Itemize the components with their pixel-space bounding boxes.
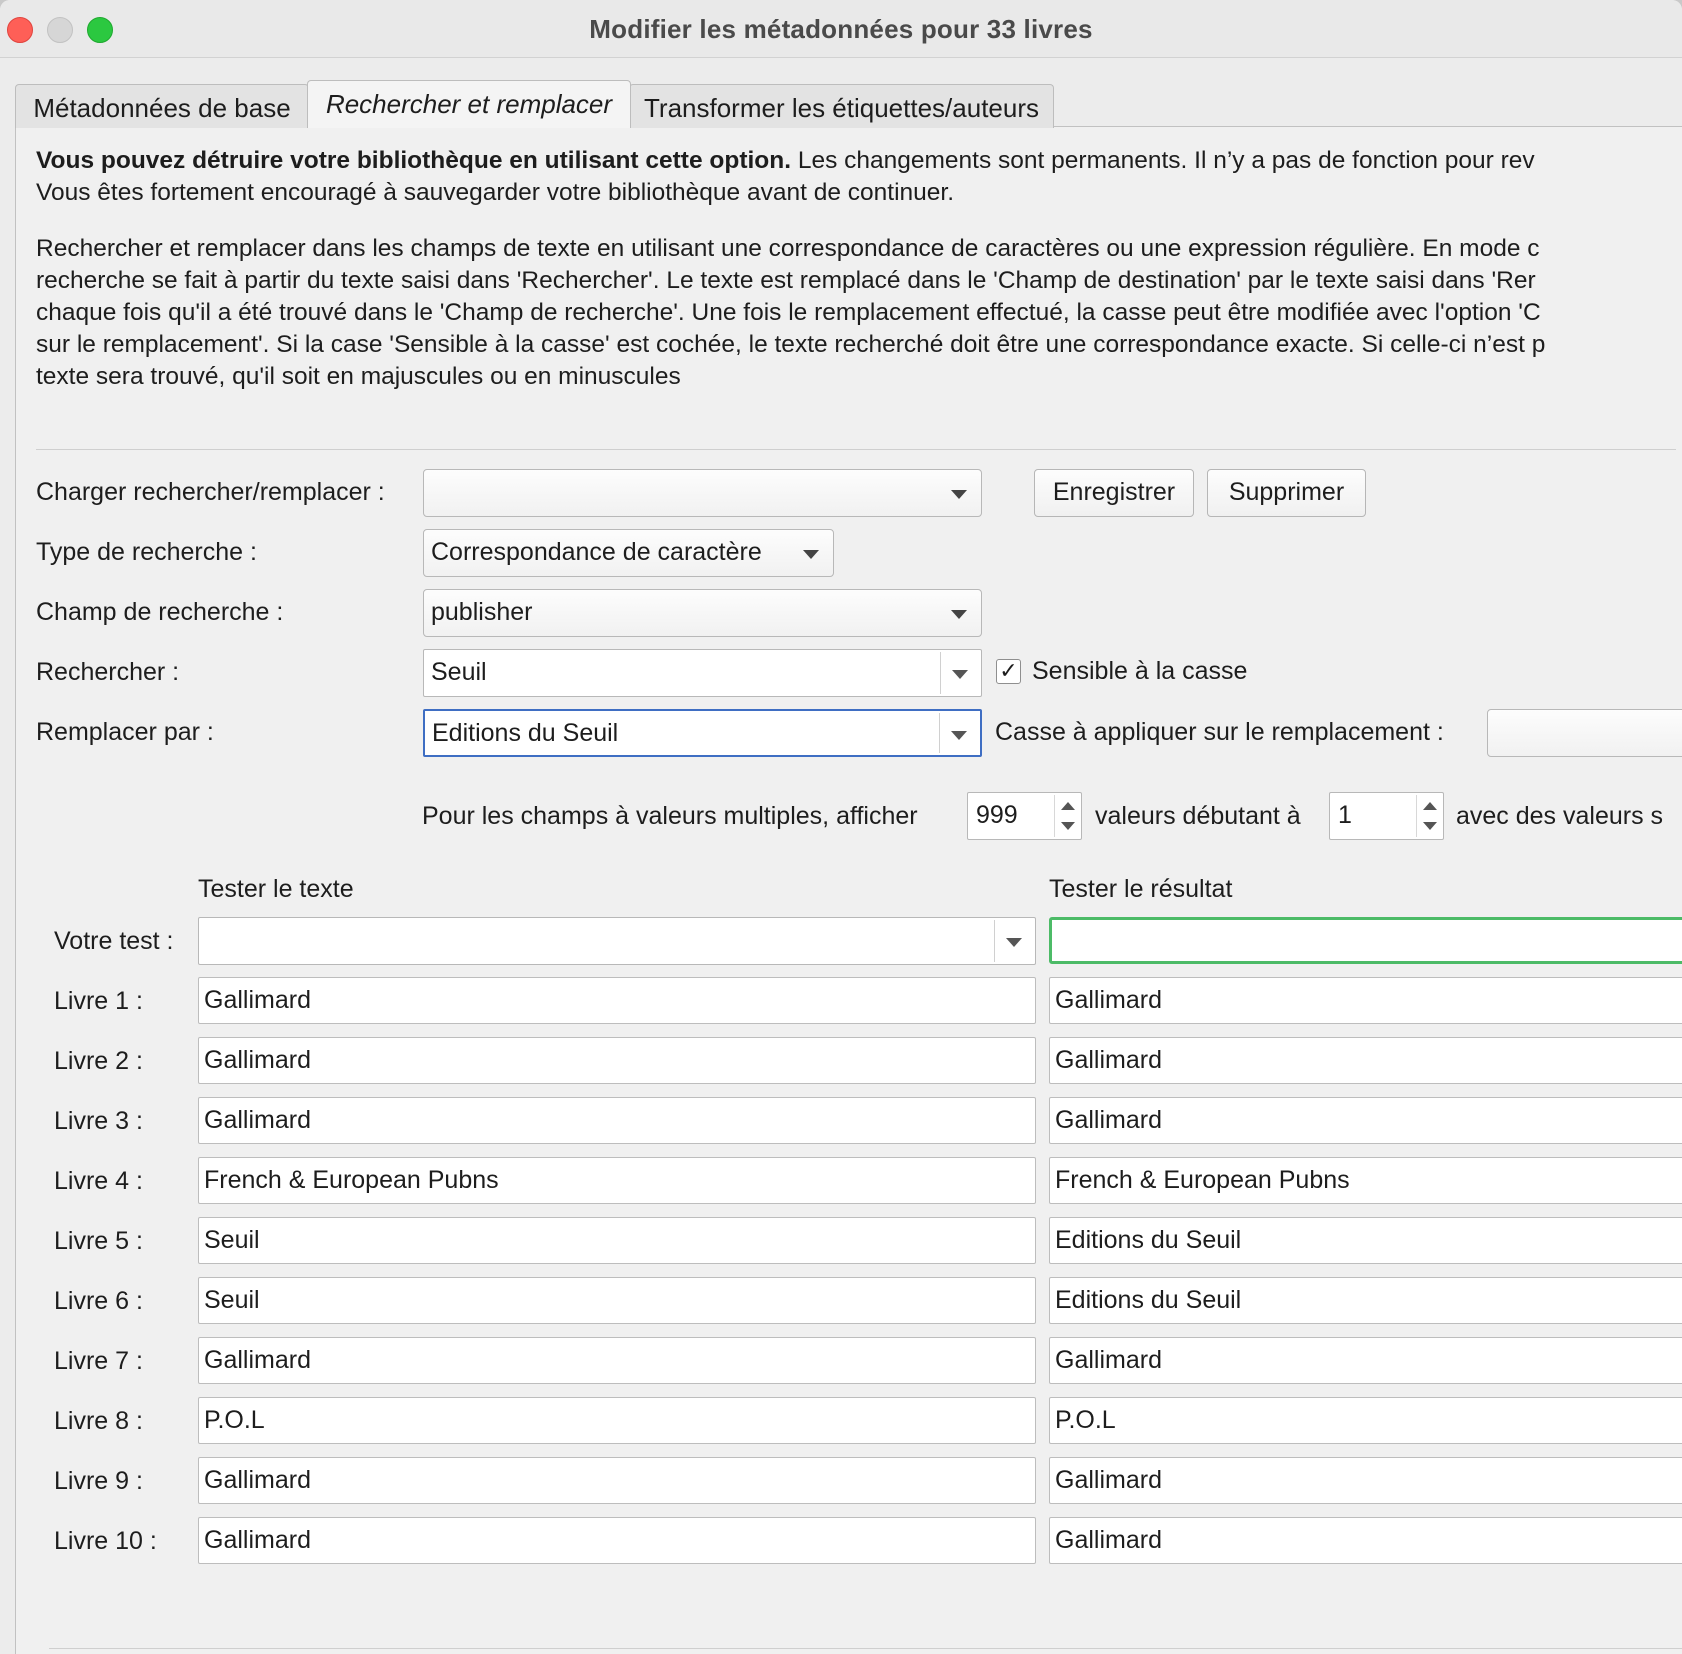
book-label: Livre 4 :	[54, 1167, 143, 1195]
book-test-text[interactable]: Gallimard	[198, 1337, 1036, 1384]
spinner-divider	[1416, 795, 1417, 837]
book-label: Livre 5 :	[54, 1227, 143, 1255]
tab-search-replace[interactable]: Rechercher et remplacer	[307, 80, 631, 128]
book-test-result[interactable]: Gallimard	[1049, 1037, 1682, 1084]
replace-label: Remplacer par :	[36, 718, 214, 746]
warning-bold: Vous pouvez détruire votre bibliothèque en utilisant cette option.	[36, 147, 792, 174]
description-line: texte sera trouvé, qu'il soit en majuscules ou en minuscules	[36, 363, 681, 390]
description-line: recherche se fait à partir du texte saisi dans 'Rechercher'. Le texte est remplacé dans le 'Champ de destination' par le texte saisi dans 'Rer	[36, 267, 1536, 294]
combo-divider	[940, 652, 941, 694]
chevron-down-icon	[803, 550, 819, 559]
book-test-text[interactable]: Gallimard	[198, 1037, 1036, 1084]
book-label: Livre 7 :	[54, 1347, 143, 1375]
save-button[interactable]: Enregistrer	[1034, 469, 1194, 517]
spinner-down-icon[interactable]	[1061, 822, 1075, 830]
chevron-down-icon[interactable]	[952, 670, 968, 679]
book-label: Livre 10 :	[54, 1527, 157, 1555]
delete-button[interactable]: Supprimer	[1207, 469, 1366, 517]
search-type-value: Correspondance de caractère	[431, 538, 762, 566]
warning-line2: Vous êtes fortement encouragé à sauvegarder votre bibliothèque avant de continuer.	[36, 179, 955, 206]
book-test-result[interactable]: French & European Pubns	[1049, 1157, 1682, 1204]
spinner-up-icon[interactable]	[1423, 802, 1437, 810]
chevron-down-icon	[951, 490, 967, 499]
multi-value-start-spinner[interactable]	[1329, 792, 1444, 840]
book-test-text[interactable]: Seuil	[198, 1217, 1036, 1264]
book-test-result[interactable]: Editions du Seuil	[1049, 1277, 1682, 1324]
book-test-text[interactable]: Gallimard	[198, 1457, 1036, 1504]
spinner-divider	[1054, 795, 1055, 837]
tab-basic-metadata[interactable]: Métadonnées de base	[15, 84, 309, 128]
description-line: chaque fois qu'il a été trouvé dans le 'Champ de recherche'. Une fois le remplacement effectué, la casse peut être modifiée avec l'option 'C	[36, 299, 1541, 326]
warning-rest: Les changements sont permanents. Il n’y a pas de fonction pour rev	[791, 147, 1535, 174]
search-type-label: Type de recherche :	[36, 538, 257, 566]
spinner-down-icon[interactable]	[1423, 822, 1437, 830]
book-test-text[interactable]: Seuil	[198, 1277, 1036, 1324]
window-title: Modifier les métadonnées pour 33 livres	[589, 14, 1093, 44]
spinner-up-icon[interactable]	[1061, 802, 1075, 810]
multi-value-count-spinner[interactable]	[967, 792, 1082, 840]
book-label: Livre 1 :	[54, 987, 143, 1015]
combo-divider	[939, 713, 940, 753]
search-input-value: Seuil	[431, 658, 487, 686]
book-test-result[interactable]: P.O.L	[1049, 1397, 1682, 1444]
test-result-header: Tester le résultat	[1049, 875, 1233, 903]
multi-value-suffix-label: avec des valeurs s	[1456, 802, 1664, 830]
book-test-result[interactable]: Gallimard	[1049, 1097, 1682, 1144]
case-sensitive-label[interactable]: Sensible à la casse	[1032, 657, 1248, 685]
your-test-input[interactable]	[198, 917, 1036, 965]
book-test-text[interactable]: Gallimard	[198, 977, 1036, 1024]
book-test-result[interactable]: Gallimard	[1049, 1337, 1682, 1384]
title-bar	[0, 0, 1682, 58]
book-label: Livre 6 :	[54, 1287, 143, 1315]
load-label: Charger rechercher/remplacer :	[36, 478, 385, 506]
bottom-divider	[49, 1648, 1682, 1649]
book-test-result[interactable]: Gallimard	[1049, 1517, 1682, 1564]
your-test-result-field[interactable]	[1049, 917, 1682, 964]
replace-input-value: Editions du Seuil	[432, 719, 619, 747]
description-line: Rechercher et remplacer dans les champs de texte en utilisant une correspondance de caractères ou une expression régulière. En mode c	[36, 235, 1540, 262]
search-field-label: Champ de recherche :	[36, 598, 284, 626]
search-field-select[interactable]	[423, 589, 982, 637]
case-apply-select[interactable]	[1487, 709, 1682, 757]
book-label: Livre 2 :	[54, 1047, 143, 1075]
chevron-down-icon	[951, 610, 967, 619]
multi-value-prefix-label: Pour les champs à valeurs multiples, afficher	[422, 802, 918, 830]
multi-value-middle-label: valeurs débutant à	[1095, 802, 1301, 830]
multi-value-count: 999	[976, 801, 1018, 829]
book-test-text[interactable]: P.O.L	[198, 1397, 1036, 1444]
book-test-result[interactable]: Editions du Seuil	[1049, 1217, 1682, 1264]
book-label: Livre 8 :	[54, 1407, 143, 1435]
book-test-text[interactable]: Gallimard	[198, 1097, 1036, 1144]
multi-value-start: 1	[1338, 801, 1352, 829]
book-label: Livre 3 :	[54, 1107, 143, 1135]
test-text-header: Tester le texte	[198, 875, 354, 903]
description-text	[36, 233, 1682, 393]
separator	[36, 449, 1676, 450]
book-test-text[interactable]: French & European Pubns	[198, 1157, 1036, 1204]
combo-divider	[994, 920, 995, 962]
your-test-label: Votre test :	[54, 927, 174, 955]
chevron-down-icon[interactable]	[1006, 938, 1022, 947]
warning-text	[36, 145, 1682, 209]
search-label: Rechercher :	[36, 658, 180, 686]
book-test-result[interactable]: Gallimard	[1049, 977, 1682, 1024]
book-test-result[interactable]: Gallimard	[1049, 1457, 1682, 1504]
book-test-text[interactable]: Gallimard	[198, 1517, 1036, 1564]
load-search-replace-combo[interactable]	[423, 469, 982, 517]
chevron-down-icon[interactable]	[951, 731, 967, 740]
book-label: Livre 9 :	[54, 1467, 143, 1495]
search-field-value: publisher	[431, 598, 533, 626]
case-sensitive-checkbox[interactable]: ✓	[996, 659, 1021, 684]
description-line: sur le remplacement'. Si la case 'Sensible à la casse' est cochée, le texte recherché doit être une correspondance exacte. Si celle-ci n’est p	[36, 331, 1546, 358]
case-apply-label: Casse à appliquer sur le remplacement :	[995, 718, 1444, 746]
replace-input[interactable]	[423, 709, 982, 757]
search-input[interactable]	[423, 649, 982, 697]
tab-transform-tags-authors[interactable]: Transformer les étiquettes/auteurs	[629, 84, 1054, 128]
search-type-select[interactable]	[423, 529, 834, 577]
